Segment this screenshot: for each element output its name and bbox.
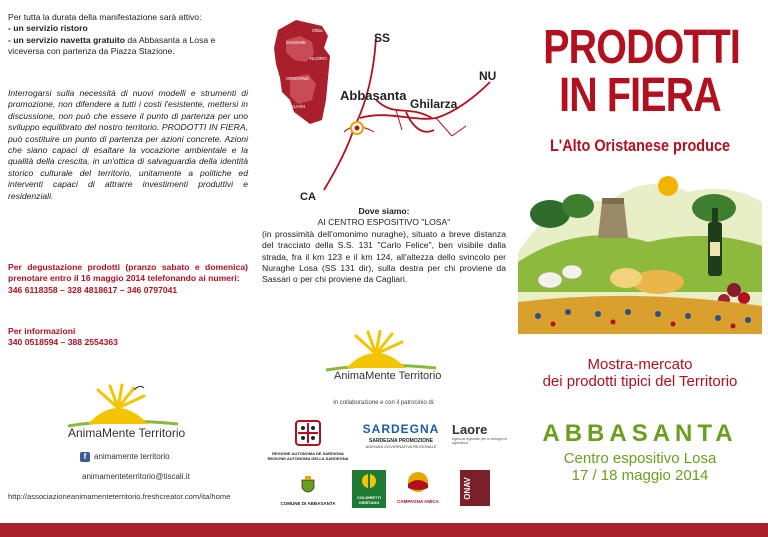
produce-painting-icon: [518, 162, 762, 334]
bottom-band: [0, 523, 768, 537]
road-map: [256, 0, 512, 210]
intro-paragraph: Interrogarsi sulla necessità di nuovi modelli e strumenti di promozione, non difendere a tutti i costi l'esistente, mettersi in discussione, non può che essere il punto di partenza per uno sviluppo equilibrato del nostro territorio. PRODOTTI IN FIERA, può costituire un punto di partenza per azioni concrete. Azioni che siano capaci di esaltare la vocazione ambientale e la qualità della crescita, in un'ottica di salvaguardia della identità storico culturale del territorio, unitamente a politiche ed interventi capaci di attrarre investimenti produttivi e residenziali.: [8, 88, 248, 201]
title-line-1: PRODOTTI: [543, 21, 741, 74]
sun-logo-middle-icon: [316, 330, 466, 374]
map-label-nu: NU: [479, 69, 497, 83]
facebook-row: [80, 452, 170, 462]
animamente-logo-text: AnimaMente Territorio: [68, 426, 186, 440]
sardegna-wordmark: SARDEGNA: [362, 422, 440, 436]
dove-body: (in prossimità dell'omonimo nuraghe), situato a breve distanza del tracciato della S.S. 131 "Carlo Felice", ben visibile dalla strada, fra il km 123 e il km 124, all'altezza dello svincolo per Nuraghe Losa (SS 131 dir), sulla destra per chi proviene da Sassari o per chi proviene da Cagliari.: [262, 228, 506, 285]
venue-name: Centro espositivo Losa: [563, 450, 717, 467]
mostra-line-1: Mostra-mercato: [587, 356, 693, 373]
map-label-sassari: SASSARI: [286, 40, 306, 45]
intro-item-navetta: - un servizio navetta gratuito da Abbasanta a Losa e viceversa con partenza da Piazza Stazione.: [8, 34, 216, 57]
degustation-text: Per degustazione prodotti (pranzo sabato e domenica) prenotare entro il 16 maggio 2014 telefonando ai numeri:: [8, 262, 248, 284]
location-map: [256, 0, 512, 210]
middle-panel: [256, 0, 512, 537]
mostra-line-2: dei prodotti tipici del Territorio: [542, 373, 738, 390]
location-description: [256, 206, 512, 286]
comune-logo: [266, 476, 350, 506]
intro-item-ristoro: - un servizio ristoro: [8, 23, 88, 34]
info-label: Per informazioni: [8, 326, 76, 336]
laore-subtext: Agenzia regionale per lo sviluppo in agricoltura: [452, 437, 508, 445]
coldiretti-text: COLDIRETTI ORISTANO: [357, 495, 381, 505]
map-label-oristano: ORISTANO: [286, 76, 310, 81]
campagna-amica-icon: [403, 470, 433, 494]
intro-line: Per tutta la durata della manifestazione sarà attivo:: [8, 12, 202, 22]
patronage-line: In collaborazione e con il patrocinio di:: [333, 400, 435, 406]
services-intro: [8, 12, 248, 58]
map-label-ca: CA: [300, 191, 316, 203]
campagna-amica-logo: [396, 470, 440, 504]
info-numbers: 340 0518594 – 388 2554363: [8, 337, 118, 348]
map-label-abbasanta: Abbasanta: [340, 88, 407, 103]
degustation-numbers: 346 6118358 – 328 4818617 – 346 0797041: [8, 284, 178, 295]
map-label-ghilarza: Ghilarza: [410, 97, 458, 111]
regione-text2: REGIONE AUTONOMA DELLA SARDEGNA: [267, 456, 349, 461]
sardegna-promozione-logo: [360, 422, 442, 449]
dove-subtitle: AI CENTRO ESPOSITIVO "LOSA": [317, 217, 451, 228]
comune-text: COMUNE DI ABBASANTA: [280, 501, 336, 506]
animamente-logo: [58, 382, 208, 444]
map-label-olbia: Olbia: [312, 28, 323, 33]
laore-logo: [452, 422, 510, 445]
venue-details: [512, 450, 768, 484]
mostra-mercato: [512, 356, 768, 390]
onav-logo: [460, 470, 490, 506]
event-dates: 17 / 18 maggio 2014: [571, 467, 709, 484]
event-title: [543, 21, 741, 122]
dove-title: Dove siamo:: [358, 206, 410, 216]
produce-illustration: [518, 162, 762, 334]
facebook-icon: f: [80, 452, 90, 462]
animamente-middle-text: AnimaMente Territorio: [334, 370, 442, 382]
sun-logo-icon: [58, 382, 208, 430]
contact-info: [8, 326, 248, 349]
left-panel: [0, 0, 256, 537]
regione-crest-icon: [295, 420, 321, 446]
map-label-cagliari: CAGLIARI: [284, 104, 306, 109]
campagna-amica-text: CAMPAGNA AMICA: [397, 499, 439, 504]
comune-crest-icon: [301, 476, 315, 496]
regione-logo: [262, 420, 354, 461]
event-subtitle: L'Alto Oristanese produce: [549, 136, 731, 155]
right-panel: [512, 0, 768, 537]
facebook-name: animamente territorio: [94, 452, 170, 461]
map-label-ss: SS: [374, 31, 391, 45]
email-address[interactable]: animamenteterritorio@tiscali.it: [82, 472, 190, 481]
website-url[interactable]: http://associazioneanimamenteterritorio.freshcreator.com/ita/home: [8, 492, 231, 501]
coldiretti-icon: [359, 470, 379, 490]
agenzia-text: AGENZIA GOVERNATIVA REGIONALE: [365, 444, 437, 449]
regione-text: REGIONE AUTONOMA DE SARDIGNA: [272, 451, 344, 456]
degustation-info: [8, 262, 248, 296]
map-label-nuoro: NUORO: [310, 56, 327, 61]
laore-wordmark: Laore: [452, 422, 488, 437]
town-name: ABBASANTA: [542, 420, 738, 447]
coldiretti-logo: [352, 470, 386, 508]
onav-text: ONAV: [462, 477, 472, 500]
title-line-2: IN FIERA: [559, 69, 721, 122]
animamente-logo-middle: [316, 330, 466, 388]
sardegna-promo-text: SARDEGNA PROMOZIONE: [369, 438, 433, 444]
